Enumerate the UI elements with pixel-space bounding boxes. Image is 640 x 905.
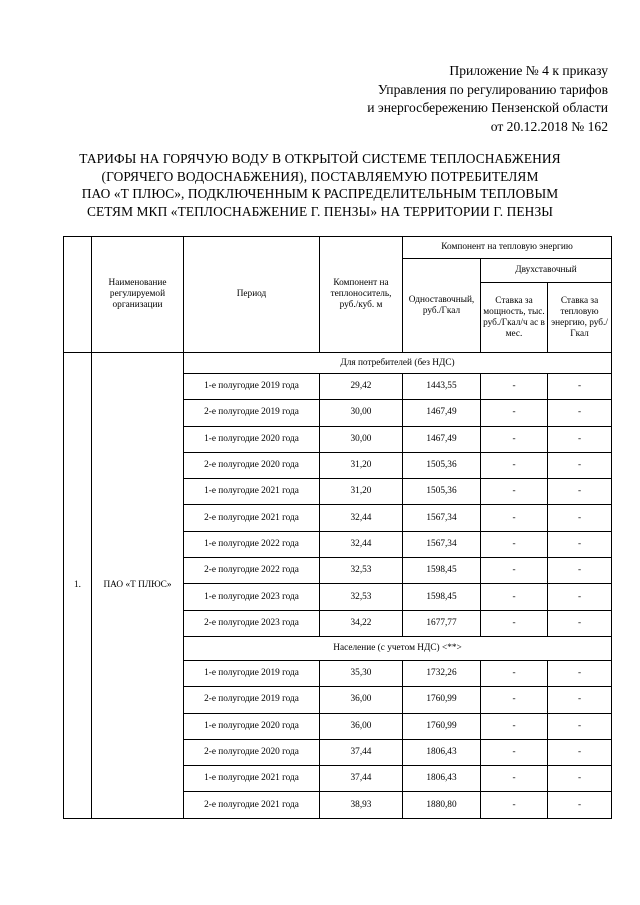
section-title: Население (с учетом НДС) <**> xyxy=(184,636,612,660)
header-number xyxy=(64,237,92,353)
period-cell: 1-е полугодие 2020 года xyxy=(184,426,320,452)
header-two-part: Двухставочный xyxy=(481,259,612,283)
title-line: ТАРИФЫ НА ГОРЯЧУЮ ВОДУ В ОТКРЫТОЙ СИСТЕМЕ ТЕПЛОСНАБЖЕНИЯ xyxy=(79,151,561,166)
single-rate-cell: 1505,36 xyxy=(403,452,481,478)
approval-block xyxy=(367,62,608,136)
single-rate-cell: 1598,45 xyxy=(403,584,481,610)
single-rate-cell: 1598,45 xyxy=(403,558,481,584)
capacity-cell: - xyxy=(481,374,548,400)
header-energy: Ставка за тепловую энергию, руб./Гкал xyxy=(548,283,612,353)
period-cell: 1-е полугодие 2021 года xyxy=(184,479,320,505)
approval-line: Управления по регулированию тарифов xyxy=(377,81,608,97)
period-cell: 2-е полугодие 2023 года xyxy=(184,610,320,636)
carrier-cell: 29,42 xyxy=(320,374,403,400)
title-line: (ГОРЯЧЕГО ВОДОСНАБЖЕНИЯ), ПОСТАВЛЯЕМУЮ ПОТРЕБИТЕЛЯМ xyxy=(101,168,539,184)
energy-cell: - xyxy=(548,531,612,557)
period-cell: 1-е полугодие 2021 года xyxy=(184,766,320,792)
energy-cell: - xyxy=(548,610,612,636)
carrier-cell: 37,44 xyxy=(320,739,403,765)
capacity-cell: - xyxy=(481,660,548,686)
single-rate-cell: 1806,43 xyxy=(403,766,481,792)
energy-cell: - xyxy=(548,713,612,739)
period-cell: 1-е полугодие 2022 года xyxy=(184,531,320,557)
single-rate-cell: 1732,26 xyxy=(403,660,481,686)
carrier-cell: 31,20 xyxy=(320,452,403,478)
single-rate-cell: 1505,36 xyxy=(403,479,481,505)
period-cell: 1-е полугодие 2019 года xyxy=(184,660,320,686)
header-row xyxy=(64,237,612,259)
row-number: 1. xyxy=(64,353,92,819)
carrier-cell: 32,53 xyxy=(320,584,403,610)
single-rate-cell: 1760,99 xyxy=(403,687,481,713)
header-carrier: Компонент на теплоноситель, руб./куб. м xyxy=(320,237,403,353)
capacity-cell: - xyxy=(481,792,548,818)
energy-cell: - xyxy=(548,452,612,478)
period-cell: 2-е полугодие 2021 года xyxy=(184,792,320,818)
energy-cell: - xyxy=(548,374,612,400)
carrier-cell: 35,30 xyxy=(320,660,403,686)
carrier-cell: 32,53 xyxy=(320,558,403,584)
capacity-cell: - xyxy=(481,558,548,584)
capacity-cell: - xyxy=(481,479,548,505)
period-cell: 1-е полугодие 2019 года xyxy=(184,374,320,400)
single-rate-cell: 1567,34 xyxy=(403,505,481,531)
energy-cell: - xyxy=(548,766,612,792)
capacity-cell: - xyxy=(481,452,548,478)
capacity-cell: - xyxy=(481,713,548,739)
carrier-cell: 37,44 xyxy=(320,766,403,792)
period-cell: 2-е полугодие 2022 года xyxy=(184,558,320,584)
title-line: ПАО «Т ПЛЮС», ПОДКЛЮЧЕННЫМ К РАСПРЕДЕЛИТЕЛЬНЫМ ТЕПЛОВЫМ xyxy=(81,186,559,202)
capacity-cell: - xyxy=(481,426,548,452)
carrier-cell: 38,93 xyxy=(320,792,403,818)
energy-cell: - xyxy=(548,558,612,584)
period-cell: 2-е полугодие 2019 года xyxy=(184,400,320,426)
header-period: Период xyxy=(184,237,320,353)
header-thermal: Компонент на тепловую энергию xyxy=(403,237,612,259)
period-cell: 2-е полугодие 2020 года xyxy=(184,452,320,478)
capacity-cell: - xyxy=(481,531,548,557)
capacity-cell: - xyxy=(481,739,548,765)
capacity-cell: - xyxy=(481,584,548,610)
carrier-cell: 32,44 xyxy=(320,531,403,557)
approval-line: и энергосбережению Пензенской области xyxy=(367,100,608,115)
energy-cell: - xyxy=(548,479,612,505)
carrier-cell: 32,44 xyxy=(320,505,403,531)
capacity-cell: - xyxy=(481,505,548,531)
single-rate-cell: 1467,49 xyxy=(403,426,481,452)
carrier-cell: 36,00 xyxy=(320,687,403,713)
header-org: Наименование регулируемой организации xyxy=(92,237,184,353)
single-rate-cell: 1880,80 xyxy=(403,792,481,818)
energy-cell: - xyxy=(548,687,612,713)
section-title: Для потребителей (без НДС) xyxy=(184,353,612,374)
period-cell: 1-е полугодие 2023 года xyxy=(184,584,320,610)
period-cell: 1-е полугодие 2020 года xyxy=(184,713,320,739)
capacity-cell: - xyxy=(481,766,548,792)
capacity-cell: - xyxy=(481,610,548,636)
single-rate-cell: 1677,77 xyxy=(403,610,481,636)
tariff-table xyxy=(63,236,612,819)
title-line: СЕТЯМ МКП «ТЕПЛОСНАБЖЕНИЕ Г. ПЕНЗЫ» НА ТЕРРИТОРИИ Г. ПЕНЗЫ xyxy=(86,203,554,219)
approval-line: от 20.12.2018 № 162 xyxy=(490,118,608,134)
period-cell: 2-е полугодие 2021 года xyxy=(184,505,320,531)
carrier-cell: 30,00 xyxy=(320,426,403,452)
period-cell: 2-е полугодие 2020 года xyxy=(184,739,320,765)
capacity-cell: - xyxy=(481,400,548,426)
org-name: ПАО «Т ПЛЮС» xyxy=(92,353,184,819)
single-rate-cell: 1443,55 xyxy=(403,374,481,400)
carrier-cell: 30,00 xyxy=(320,400,403,426)
energy-cell: - xyxy=(548,505,612,531)
energy-cell: - xyxy=(548,739,612,765)
single-rate-cell: 1567,34 xyxy=(403,531,481,557)
energy-cell: - xyxy=(548,400,612,426)
carrier-cell: 34,22 xyxy=(320,610,403,636)
energy-cell: - xyxy=(548,584,612,610)
capacity-cell: - xyxy=(481,687,548,713)
period-cell: 2-е полугодие 2019 года xyxy=(184,687,320,713)
document-title xyxy=(40,150,600,220)
single-rate-cell: 1467,49 xyxy=(403,400,481,426)
approval-line: Приложение № 4 к приказу xyxy=(449,63,608,78)
carrier-cell: 36,00 xyxy=(320,713,403,739)
section-row xyxy=(64,353,612,374)
energy-cell: - xyxy=(548,426,612,452)
energy-cell: - xyxy=(548,660,612,686)
single-rate-cell: 1806,43 xyxy=(403,739,481,765)
carrier-cell: 31,20 xyxy=(320,479,403,505)
single-rate-cell: 1760,99 xyxy=(403,713,481,739)
header-capacity: Ставка за мощность, тыс. руб./Гкал/ч ас в мес. xyxy=(481,283,548,353)
header-single: Одноставочный, руб./Гкал xyxy=(403,259,481,353)
energy-cell: - xyxy=(548,792,612,818)
